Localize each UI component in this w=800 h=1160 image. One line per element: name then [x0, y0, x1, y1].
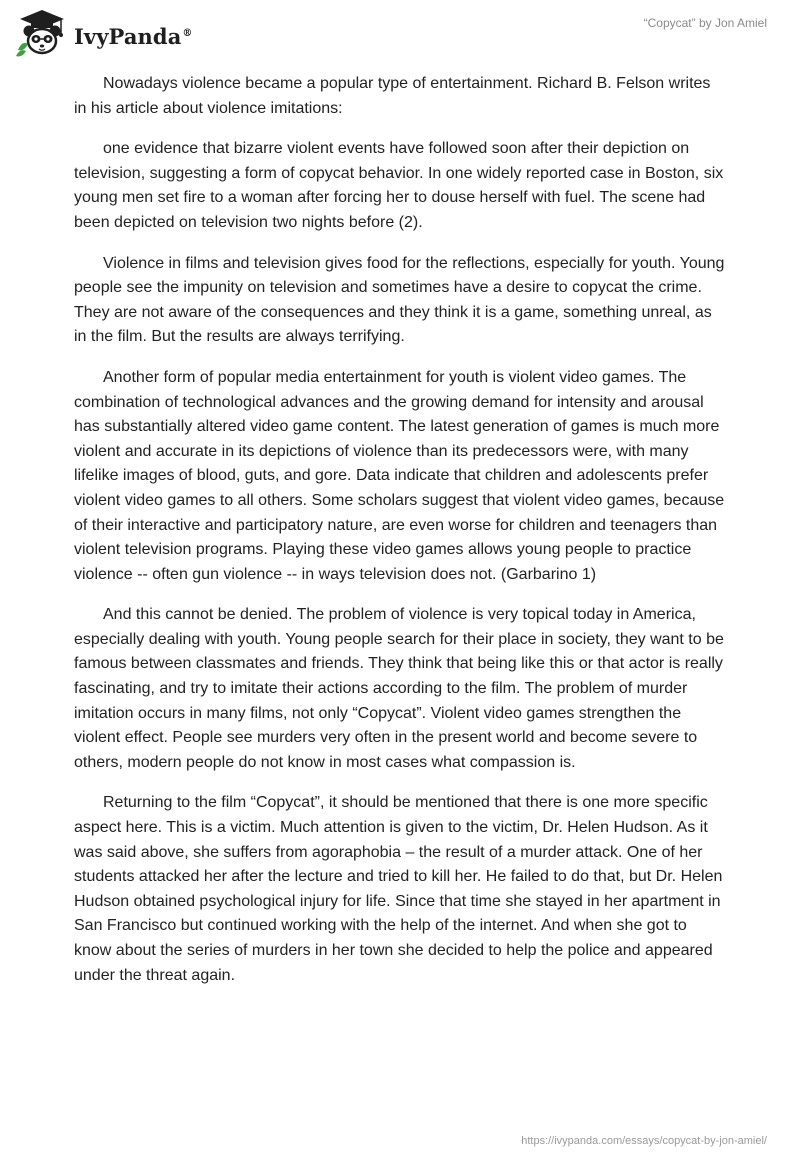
brand-logo[interactable] — [14, 8, 193, 58]
paragraph-victim-analysis: Returning to the film “Copycat”, it should be mentioned that there is one more specific aspect here. This is a victim. Much attention is given to the victim, Dr. Helen Hudson. As it was said above, she suffers from agoraphobia – the result of a murder attack. One of her students attacked her after the lecture and tried to kill her. He failed to do that, but Dr. Helen Hudson obtained psychological injury for life. Since that time she stayed in her apartment in San Francisco but continued working with the help of the internet. And when she got to know about the series of murders in her town she decided to help the police and appeared under the threat again. — [74, 794, 723, 984]
block-quote-felson: one evidence that bizarre violent events have followed soon after their depiction on television, suggesting a form of copycat behavior. In one widely reported case in Boston, six young men set fire to a woman after forcing her to douse herself with fuel. The scene had been depicted on television two nights before (2). — [74, 140, 724, 231]
document-title: “Copycat” by Jon Amiel — [643, 16, 767, 30]
registered-mark: ® — [182, 27, 193, 39]
brand-name: IvyPanda® — [74, 23, 193, 49]
essay-body — [74, 72, 726, 1004]
paragraph-intro: Nowadays violence became a popular type of entertainment. Richard B. Felson writes in his article about violence imitations: — [74, 75, 711, 117]
panda-graduate-logo-icon — [14, 8, 70, 58]
paragraph-video-games-quote: Another form of popular media entertainment for youth is violent video games. The combination of technological advances and the growing demand for intensity and arousal has substantially altered video game content. The latest generation of games is much more violent and accurate in its depictions of violence than its predecessors were, with many lifelike images of blood, guts, and gore. Data indicate that children and adolescents prefer violent video games to all others. Some scholars suggest that violent video games, because of their interactive and participatory nature, are even worse for children and teenagers than violent television programs. Playing these video games allows young people to practice violence -- often gun violence -- in ways television does not. (Garbarino 1) — [74, 368, 725, 583]
paragraph-topical-problem: And this cannot be denied. The problem of violence is very topical today in America, especially dealing with youth. Young people search for their place in society, they want to be famous between classmates and friends. They think that being like this or that actor is really fascinating, and try to imitate their actions according to the film. The problem of murder imitation occurs in many films, not only “Copycat”. Violent video games strengthen the violent effect. People see murders very often in the present world and become severe to others, modern people do not know in most cases what compassion is. — [74, 606, 724, 771]
paragraph-youth-violence: Violence in films and television gives food for the reflections, especially for youth. Young people see the impunity on television and sometimes have a desire to copycat the crime. They are not aware of the consequences and they think it is a game, something unreal, as in the film. But the results are always terrifying. — [74, 254, 725, 346]
source-url-link[interactable]: https://ivypanda.com/essays/copycat-by-jon-amiel/ — [521, 1135, 767, 1147]
page-header — [0, 0, 800, 64]
